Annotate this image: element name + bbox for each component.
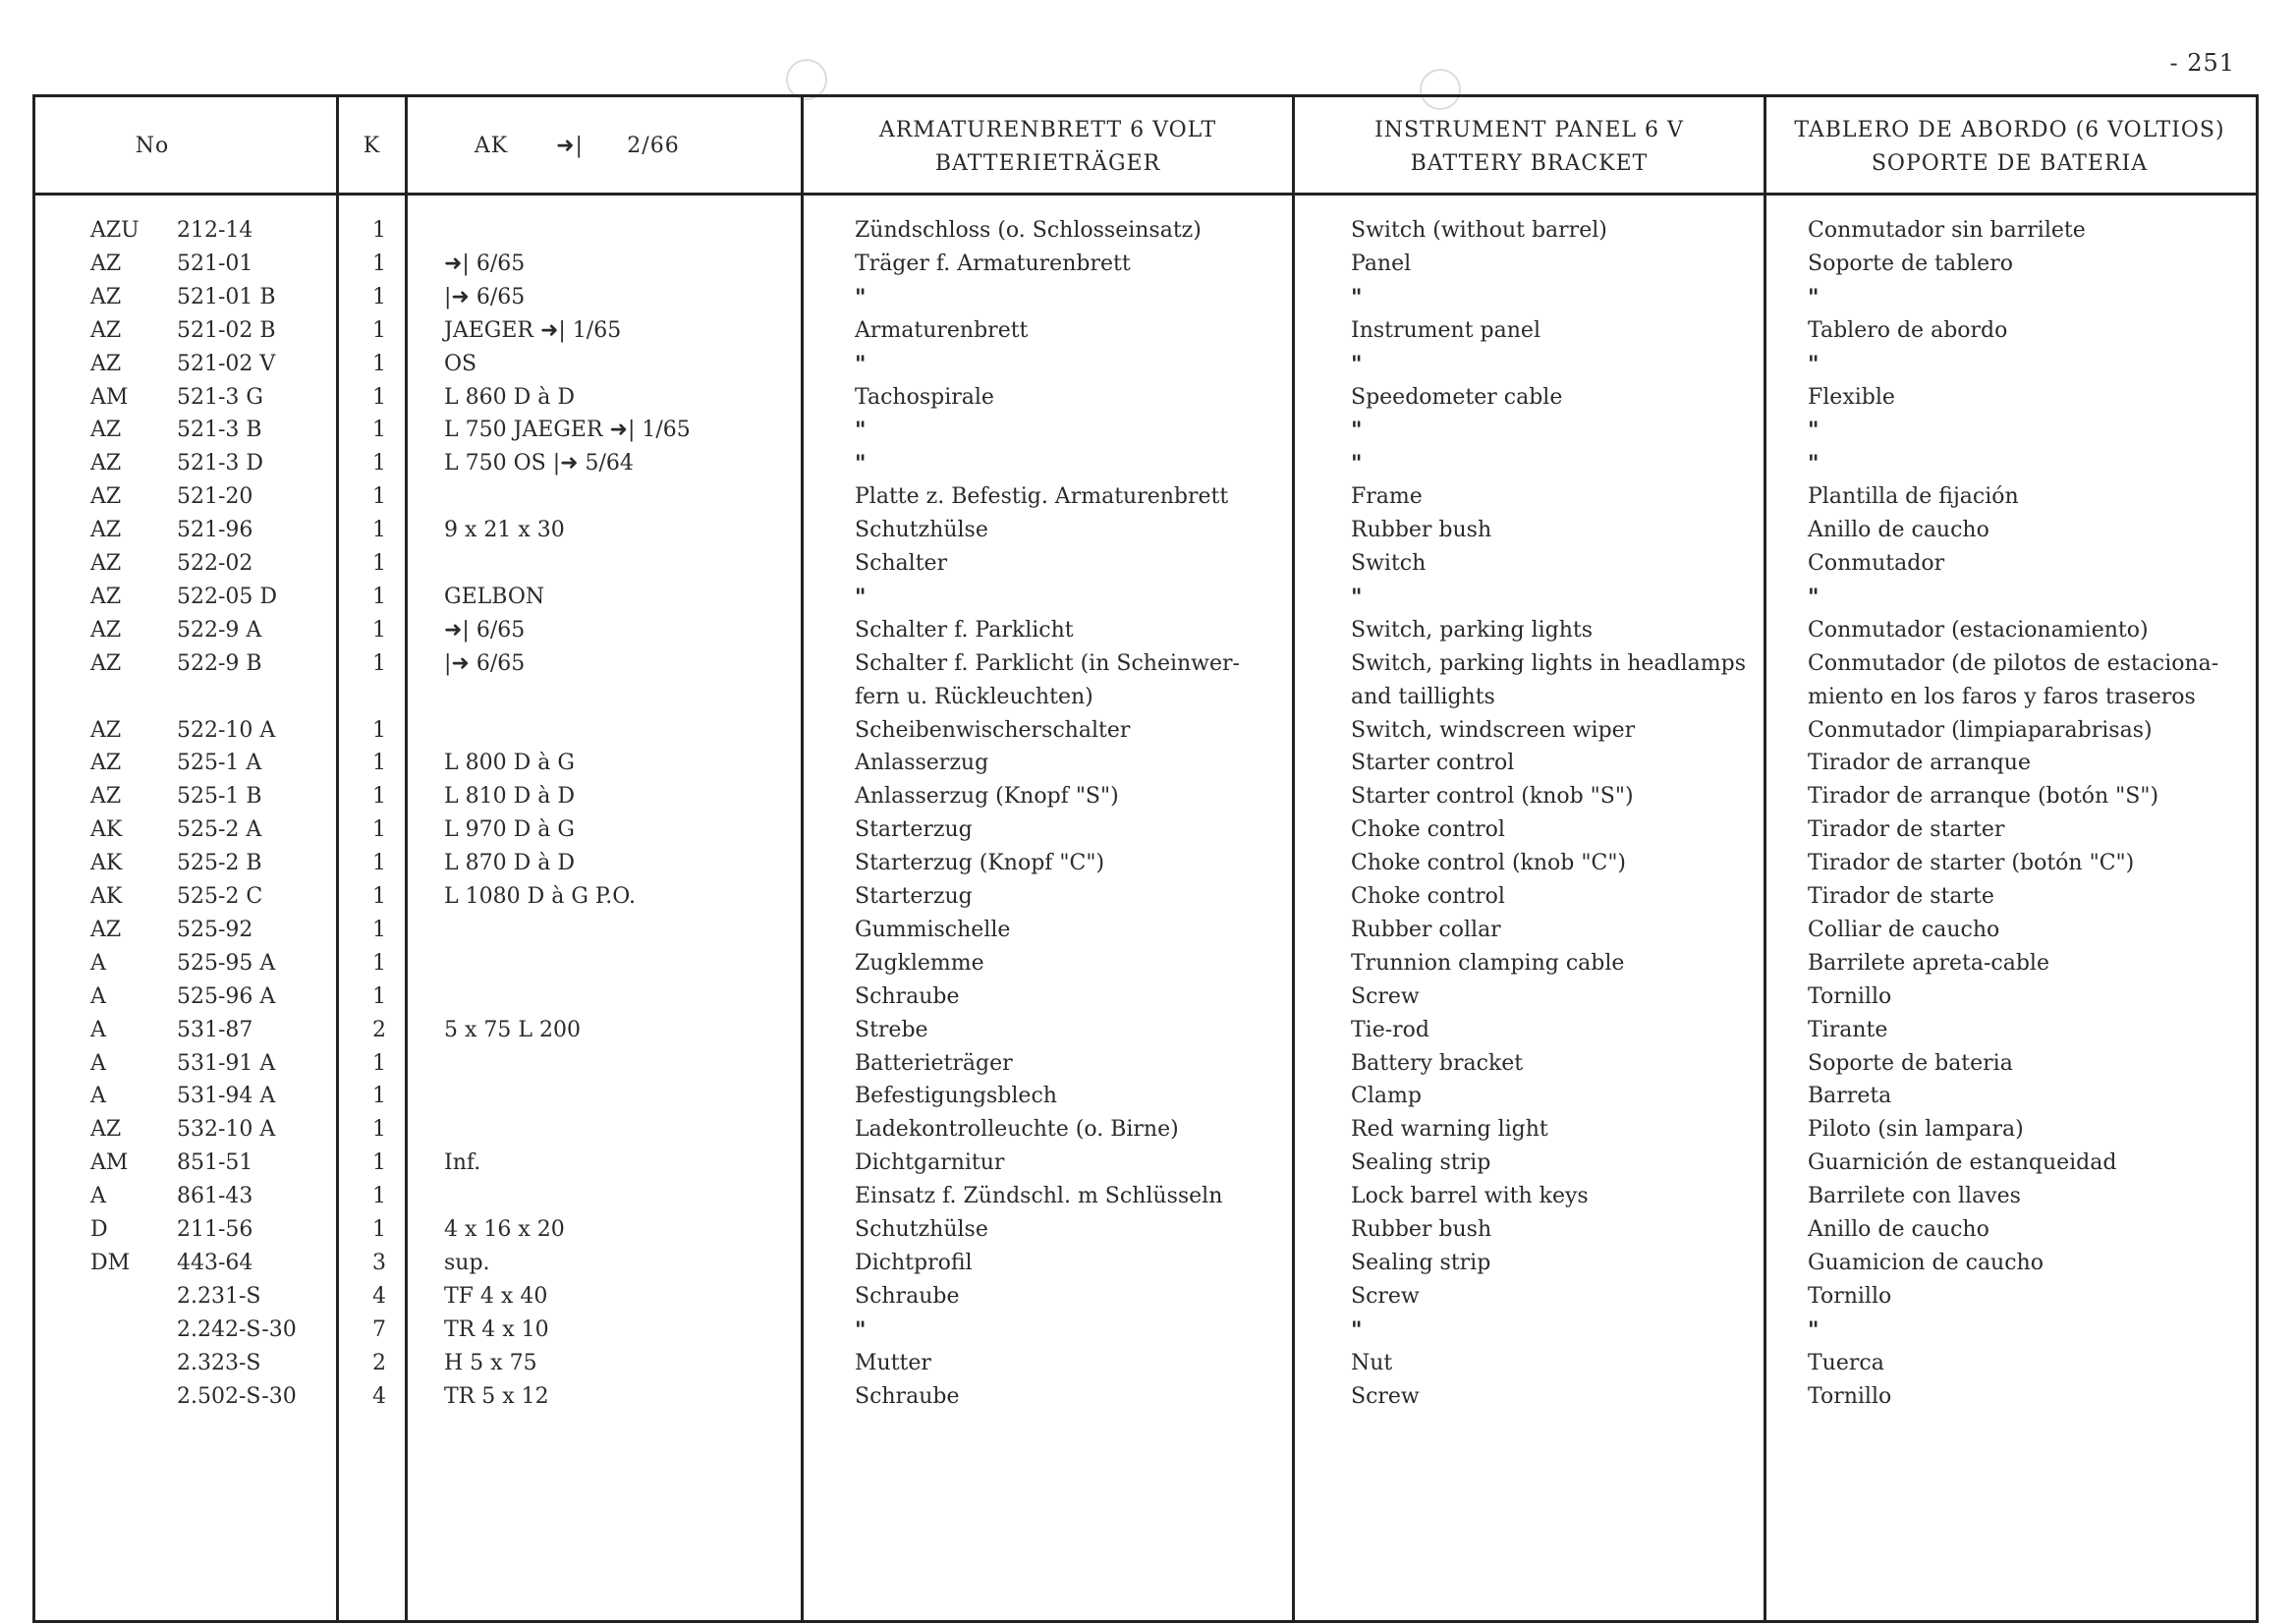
part-prefix: AM xyxy=(90,384,129,410)
description-es: miento en los faros y faros traseros xyxy=(1808,684,2196,709)
table-row xyxy=(0,681,2296,714)
part-prefix: AZ xyxy=(90,484,122,510)
part-number: 2.502-S-30 xyxy=(177,1383,297,1409)
description-es: Flexible xyxy=(1808,384,1895,410)
quantity: 1 xyxy=(372,384,386,410)
part-number: 2.231-S xyxy=(177,1283,261,1309)
description-de: " xyxy=(855,418,867,444)
table-row xyxy=(0,1047,2296,1081)
part-number: 522-10 A xyxy=(177,717,276,743)
quantity: 7 xyxy=(372,1316,386,1342)
description-en: Switch (without barrel) xyxy=(1351,218,1607,243)
table-row xyxy=(0,747,2296,780)
remark: L 750 JAEGER ➜| 1/65 xyxy=(444,418,691,443)
quantity: 1 xyxy=(372,1084,386,1109)
part-number: 522-9 A xyxy=(177,617,262,643)
part-number: 525-1 A xyxy=(177,751,262,776)
header-es-subtitle: SOPORTE DE BATERIA xyxy=(1871,151,2149,176)
part-number: 531-87 xyxy=(177,1017,253,1042)
description-de: Gummischelle xyxy=(855,917,1011,942)
quantity: 1 xyxy=(372,251,386,276)
quantity: 4 xyxy=(372,1283,386,1309)
description-es: Barrilete apreta-cable xyxy=(1808,950,2049,976)
table-row xyxy=(0,1080,2296,1113)
description-es: " xyxy=(1808,451,1820,477)
part-number: 525-92 xyxy=(177,917,253,942)
header-es-title: TABLERO DE ABORDO (6 VOLTIOS) xyxy=(1794,118,2225,142)
description-en: Choke control xyxy=(1351,817,1505,843)
part-prefix: AZ xyxy=(90,518,122,543)
part-number: 521-3 D xyxy=(177,451,264,476)
part-number: 531-91 A xyxy=(177,1050,276,1076)
remark: L 870 D à D xyxy=(444,851,575,876)
remark: sup. xyxy=(444,1250,490,1275)
arrow-stop-icon: ➜| xyxy=(556,134,584,158)
part-prefix: AK xyxy=(90,817,123,843)
description-en: " xyxy=(1351,1316,1363,1343)
table-row xyxy=(0,714,2296,748)
quantity: 1 xyxy=(372,617,386,643)
description-es: Tirador de arranque (botón "S") xyxy=(1808,784,2159,810)
part-number: 525-2 B xyxy=(177,851,262,876)
description-es: Soporte de bateria xyxy=(1808,1050,2013,1076)
table-row xyxy=(0,1247,2296,1280)
description-de: Anlasserzug (Knopf "S") xyxy=(855,784,1119,810)
description-en: Screw xyxy=(1351,983,1420,1009)
description-de: " xyxy=(855,451,867,477)
description-en: Frame xyxy=(1351,484,1423,510)
quantity: 1 xyxy=(372,484,386,510)
part-number: 2.242-S-30 xyxy=(177,1316,297,1342)
description-de: Scheibenwischerschalter xyxy=(855,717,1131,743)
part-prefix: AZ xyxy=(90,451,122,476)
quantity: 2 xyxy=(372,1350,386,1375)
description-es: Anillo de caucho xyxy=(1808,518,1989,543)
description-es: Anillo de caucho xyxy=(1808,1217,1989,1242)
quantity: 1 xyxy=(372,751,386,776)
quantity: 3 xyxy=(372,1250,386,1275)
part-prefix: AZ xyxy=(90,1117,122,1143)
description-en: " xyxy=(1351,418,1363,444)
remark: ➜| 6/65 xyxy=(444,251,526,276)
table-row xyxy=(0,581,2296,614)
table-row xyxy=(0,447,2296,480)
description-es: " xyxy=(1808,351,1820,377)
description-de: " xyxy=(855,584,867,610)
part-number: 521-3 B xyxy=(177,418,262,443)
description-en: Red warning light xyxy=(1351,1117,1548,1143)
description-es: Tirador de arranque xyxy=(1808,751,2031,776)
description-en: Nut xyxy=(1351,1350,1393,1375)
description-en: Panel xyxy=(1351,251,1412,276)
remark: TR 5 x 12 xyxy=(444,1383,549,1409)
part-prefix: AZ xyxy=(90,251,122,276)
remark: L 970 D à G xyxy=(444,817,575,843)
quantity: 1 xyxy=(372,284,386,309)
description-es: Conmutador xyxy=(1808,551,1945,576)
part-prefix: AZ xyxy=(90,317,122,343)
table-row xyxy=(0,614,2296,647)
table-row xyxy=(0,980,2296,1014)
part-prefix: AK xyxy=(90,851,123,876)
table-row xyxy=(0,1147,2296,1180)
header-en-subtitle: BATTERY BRACKET xyxy=(1410,151,1649,176)
part-number: 525-2 C xyxy=(177,884,263,909)
description-es: Tornillo xyxy=(1808,1383,1892,1409)
header-k: K xyxy=(363,134,381,158)
description-es: Tornillo xyxy=(1808,1283,1892,1309)
description-de: Starterzug xyxy=(855,817,973,843)
description-en: Lock barrel with keys xyxy=(1351,1184,1589,1209)
part-number: 522-02 xyxy=(177,551,253,576)
part-prefix: AZ xyxy=(90,917,122,942)
description-de: Anlasserzug xyxy=(855,751,989,776)
part-prefix: A xyxy=(90,1017,106,1042)
description-de: Schalter f. Parklicht (in Scheinwer- xyxy=(855,650,1240,676)
quantity: 1 xyxy=(372,1150,386,1176)
description-de: Starterzug (Knopf "C") xyxy=(855,851,1105,876)
quantity: 1 xyxy=(372,1050,386,1076)
part-number: 521-3 G xyxy=(177,384,263,410)
description-de: Befestigungsblech xyxy=(855,1084,1057,1109)
description-de: Schutzhülse xyxy=(855,518,988,543)
part-number: 525-1 B xyxy=(177,784,262,810)
table-row xyxy=(0,1280,2296,1314)
quantity: 1 xyxy=(372,451,386,476)
description-en: " xyxy=(1351,284,1363,310)
description-de: Ladekontrolleuchte (o. Birne) xyxy=(855,1117,1179,1143)
quantity: 1 xyxy=(372,317,386,343)
remark: 4 x 16 x 20 xyxy=(444,1217,565,1242)
quantity: 1 xyxy=(372,218,386,243)
description-de: Batterieträger xyxy=(855,1050,1013,1076)
table-row xyxy=(0,947,2296,980)
remark: Inf. xyxy=(444,1150,481,1176)
description-es: Tirador de starter (botón "C") xyxy=(1808,851,2135,876)
table-row xyxy=(0,514,2296,547)
part-number: 443-64 xyxy=(177,1250,253,1275)
quantity: 1 xyxy=(372,1184,386,1209)
part-prefix: AM xyxy=(90,1150,129,1176)
remark: |➜ 6/65 xyxy=(444,650,526,676)
part-prefix: AZ xyxy=(90,584,122,609)
part-prefix: AZU xyxy=(90,218,140,243)
description-es: Soporte de tablero xyxy=(1808,251,2013,276)
page-number: - 251 xyxy=(2169,49,2235,77)
description-en: Starter control xyxy=(1351,751,1515,776)
remark: H 5 x 75 xyxy=(444,1350,537,1375)
part-number: 2.323-S xyxy=(177,1350,261,1375)
part-prefix: A xyxy=(90,1084,106,1109)
description-en: Rubber collar xyxy=(1351,917,1501,942)
header-rule xyxy=(32,193,2256,196)
quantity: 1 xyxy=(372,851,386,876)
description-en: Sealing strip xyxy=(1351,1150,1491,1176)
header-de-subtitle: BATTERIETRÄGER xyxy=(934,151,1161,176)
part-prefix: AZ xyxy=(90,351,122,376)
description-en: Screw xyxy=(1351,1283,1420,1309)
part-prefix: A xyxy=(90,983,106,1009)
part-prefix: A xyxy=(90,1184,106,1209)
remark: L 800 D à G xyxy=(444,751,575,776)
remark: GELBON xyxy=(444,584,545,609)
part-number: 531-94 A xyxy=(177,1084,276,1109)
remark: L 1080 D à G P.O. xyxy=(444,884,636,909)
description-en: Sealing strip xyxy=(1351,1250,1491,1275)
header-de-title: ARMATURENBRETT 6 VOLT xyxy=(878,118,1217,142)
remark: |➜ 6/65 xyxy=(444,284,526,309)
remark: JAEGER ➜| 1/65 xyxy=(444,317,622,343)
remark: TR 4 x 10 xyxy=(444,1316,549,1342)
description-de: Platte z. Befestig. Armaturenbrett xyxy=(855,484,1229,510)
part-prefix: AK xyxy=(90,884,123,909)
table-row xyxy=(0,348,2296,381)
table-row xyxy=(0,314,2296,348)
description-es: Tuerca xyxy=(1808,1350,1884,1375)
remark: OS xyxy=(444,351,477,376)
header-no: No xyxy=(135,134,170,158)
part-prefix: AZ xyxy=(90,784,122,810)
description-en: Choke control (knob "C") xyxy=(1351,851,1627,876)
quantity: 4 xyxy=(372,1383,386,1409)
description-es: Tirador de starte xyxy=(1808,884,1994,909)
description-es: Tornillo xyxy=(1808,983,1892,1009)
header-ak-date: 2/66 xyxy=(627,134,680,158)
table-row xyxy=(0,1113,2296,1147)
description-de: Dichtgarnitur xyxy=(855,1150,1005,1176)
table-row xyxy=(0,1014,2296,1047)
part-prefix: AZ xyxy=(90,650,122,676)
part-number: 532-10 A xyxy=(177,1117,276,1143)
part-number: 521-02 V xyxy=(177,351,276,376)
description-de: Einsatz f. Zündschl. m Schlüsseln xyxy=(855,1184,1223,1209)
description-de: Strebe xyxy=(855,1017,928,1042)
table-row xyxy=(0,1180,2296,1213)
part-prefix: AZ xyxy=(90,617,122,643)
table-row xyxy=(0,1213,2296,1247)
table-row xyxy=(0,281,2296,314)
description-de: Starterzug xyxy=(855,884,973,909)
part-prefix: AZ xyxy=(90,717,122,743)
description-de: " xyxy=(855,284,867,310)
description-es: Conmutador sin barrilete xyxy=(1808,218,2086,243)
description-en: Trunnion clamping cable xyxy=(1351,950,1625,976)
table-row xyxy=(0,647,2296,681)
description-de: " xyxy=(855,351,867,377)
quantity: 1 xyxy=(372,950,386,976)
part-prefix: AZ xyxy=(90,284,122,309)
quantity: 1 xyxy=(372,1217,386,1242)
description-de: Schalter xyxy=(855,551,948,576)
part-number: 851-51 xyxy=(177,1150,253,1176)
description-es: Conmutador (estacionamiento) xyxy=(1808,617,2149,643)
table-row xyxy=(0,1380,2296,1414)
description-es: Piloto (sin lampara) xyxy=(1808,1117,2024,1143)
description-es: Conmutador (limpiaparabrisas) xyxy=(1808,717,2153,743)
description-en: and taillights xyxy=(1351,684,1495,709)
description-es: Tablero de abordo xyxy=(1808,317,2008,343)
part-number: 525-96 A xyxy=(177,983,276,1009)
description-de: " xyxy=(855,1316,867,1343)
table-row xyxy=(0,480,2296,514)
description-de: Schraube xyxy=(855,983,960,1009)
remark: TF 4 x 40 xyxy=(444,1283,548,1309)
table-row xyxy=(0,780,2296,813)
description-es: " xyxy=(1808,284,1820,310)
quantity: 1 xyxy=(372,817,386,843)
description-es: Tirante xyxy=(1808,1017,1888,1042)
description-en: Switch, parking lights in headlamps xyxy=(1351,650,1747,676)
description-en: Switch, windscreen wiper xyxy=(1351,717,1636,743)
quantity: 1 xyxy=(372,917,386,942)
part-number: 211-56 xyxy=(177,1217,253,1242)
description-de: Schraube xyxy=(855,1383,960,1409)
table-row xyxy=(0,813,2296,847)
quantity: 1 xyxy=(372,418,386,443)
description-en: Rubber bush xyxy=(1351,1217,1492,1242)
part-prefix: AZ xyxy=(90,418,122,443)
description-en: Switch xyxy=(1351,551,1427,576)
header-en-title: INSTRUMENT PANEL 6 V xyxy=(1374,118,1684,142)
table-row xyxy=(0,914,2296,947)
part-number: 525-95 A xyxy=(177,950,276,976)
part-prefix: D xyxy=(90,1217,108,1242)
part-number: 521-01 B xyxy=(177,284,276,309)
quantity: 1 xyxy=(372,717,386,743)
table-row xyxy=(0,414,2296,447)
description-en: Clamp xyxy=(1351,1084,1422,1109)
table-row xyxy=(0,214,2296,248)
description-en: " xyxy=(1351,584,1363,610)
remark: L 810 D à D xyxy=(444,784,575,810)
quantity: 1 xyxy=(372,650,386,676)
part-prefix: DM xyxy=(90,1250,131,1275)
description-es: Conmutador (de pilotos de estaciona- xyxy=(1808,650,2219,676)
part-prefix: AZ xyxy=(90,751,122,776)
part-prefix: A xyxy=(90,1050,106,1076)
description-en: Screw xyxy=(1351,1383,1420,1409)
description-es: Barrilete con llaves xyxy=(1808,1184,2021,1209)
table-row xyxy=(0,248,2296,281)
description-de: fern u. Rückleuchten) xyxy=(855,684,1093,709)
description-es: Plantilla de fijación xyxy=(1808,484,2019,510)
description-en: Speedometer cable xyxy=(1351,384,1563,410)
remark: ➜| 6/65 xyxy=(444,617,526,643)
description-es: Colliar de caucho xyxy=(1808,917,2000,942)
part-number: 521-20 xyxy=(177,484,253,510)
description-es: " xyxy=(1808,1316,1820,1343)
description-en: Switch, parking lights xyxy=(1351,617,1594,643)
quantity: 1 xyxy=(372,351,386,376)
part-number: 861-43 xyxy=(177,1184,253,1209)
description-de: Dichtprofil xyxy=(855,1250,973,1275)
description-de: Schutzhülse xyxy=(855,1217,988,1242)
quantity: 1 xyxy=(372,884,386,909)
description-en: Tie-rod xyxy=(1351,1017,1430,1042)
description-en: Choke control xyxy=(1351,884,1505,909)
table-row xyxy=(0,547,2296,581)
remark: L 860 D à D xyxy=(444,384,575,410)
description-de: Schalter f. Parklicht xyxy=(855,617,1074,643)
table-row xyxy=(0,381,2296,415)
description-es: Tirador de starter xyxy=(1808,817,2005,843)
quantity: 1 xyxy=(372,784,386,810)
description-es: Barreta xyxy=(1808,1084,1892,1109)
quantity: 1 xyxy=(372,1117,386,1143)
description-de: Träger f. Armaturenbrett xyxy=(855,251,1131,276)
description-en: " xyxy=(1351,351,1363,377)
description-de: Mutter xyxy=(855,1350,931,1375)
description-es: Guarnición de estanqueidad xyxy=(1808,1150,2117,1176)
part-number: 525-2 A xyxy=(177,817,262,843)
part-prefix: AZ xyxy=(90,551,122,576)
quantity: 1 xyxy=(372,983,386,1009)
part-number: 521-01 xyxy=(177,251,253,276)
description-en: " xyxy=(1351,451,1363,477)
table-row xyxy=(0,880,2296,914)
part-number: 522-05 D xyxy=(177,584,278,609)
table-row xyxy=(0,847,2296,880)
part-number: 522-9 B xyxy=(177,650,262,676)
header-ak: AK xyxy=(474,134,509,158)
description-de: Schraube xyxy=(855,1283,960,1309)
part-prefix: A xyxy=(90,950,106,976)
description-en: Rubber bush xyxy=(1351,518,1492,543)
quantity: 1 xyxy=(372,584,386,609)
part-number: 521-02 B xyxy=(177,317,276,343)
description-de: Zugklemme xyxy=(855,950,984,976)
description-en: Battery bracket xyxy=(1351,1050,1524,1076)
description-de: Armaturenbrett xyxy=(855,317,1029,343)
table-row xyxy=(0,1347,2296,1380)
quantity: 2 xyxy=(372,1017,386,1042)
part-number: 521-96 xyxy=(177,518,253,543)
remark: 5 x 75 L 200 xyxy=(444,1017,581,1042)
table-row xyxy=(0,1314,2296,1347)
description-es: " xyxy=(1808,418,1820,444)
quantity: 1 xyxy=(372,551,386,576)
description-es: Guamicion de caucho xyxy=(1808,1250,2044,1275)
description-en: Starter control (knob "S") xyxy=(1351,784,1634,810)
remark: 9 x 21 x 30 xyxy=(444,518,565,543)
quantity: 1 xyxy=(372,518,386,543)
description-es: " xyxy=(1808,584,1820,610)
description-en: Instrument panel xyxy=(1351,317,1540,343)
remark: L 750 OS |➜ 5/64 xyxy=(444,451,634,476)
description-de: Zündschloss (o. Schlosseinsatz) xyxy=(855,218,1202,243)
description-de: Tachospirale xyxy=(855,384,994,410)
part-number: 212-14 xyxy=(177,218,253,243)
